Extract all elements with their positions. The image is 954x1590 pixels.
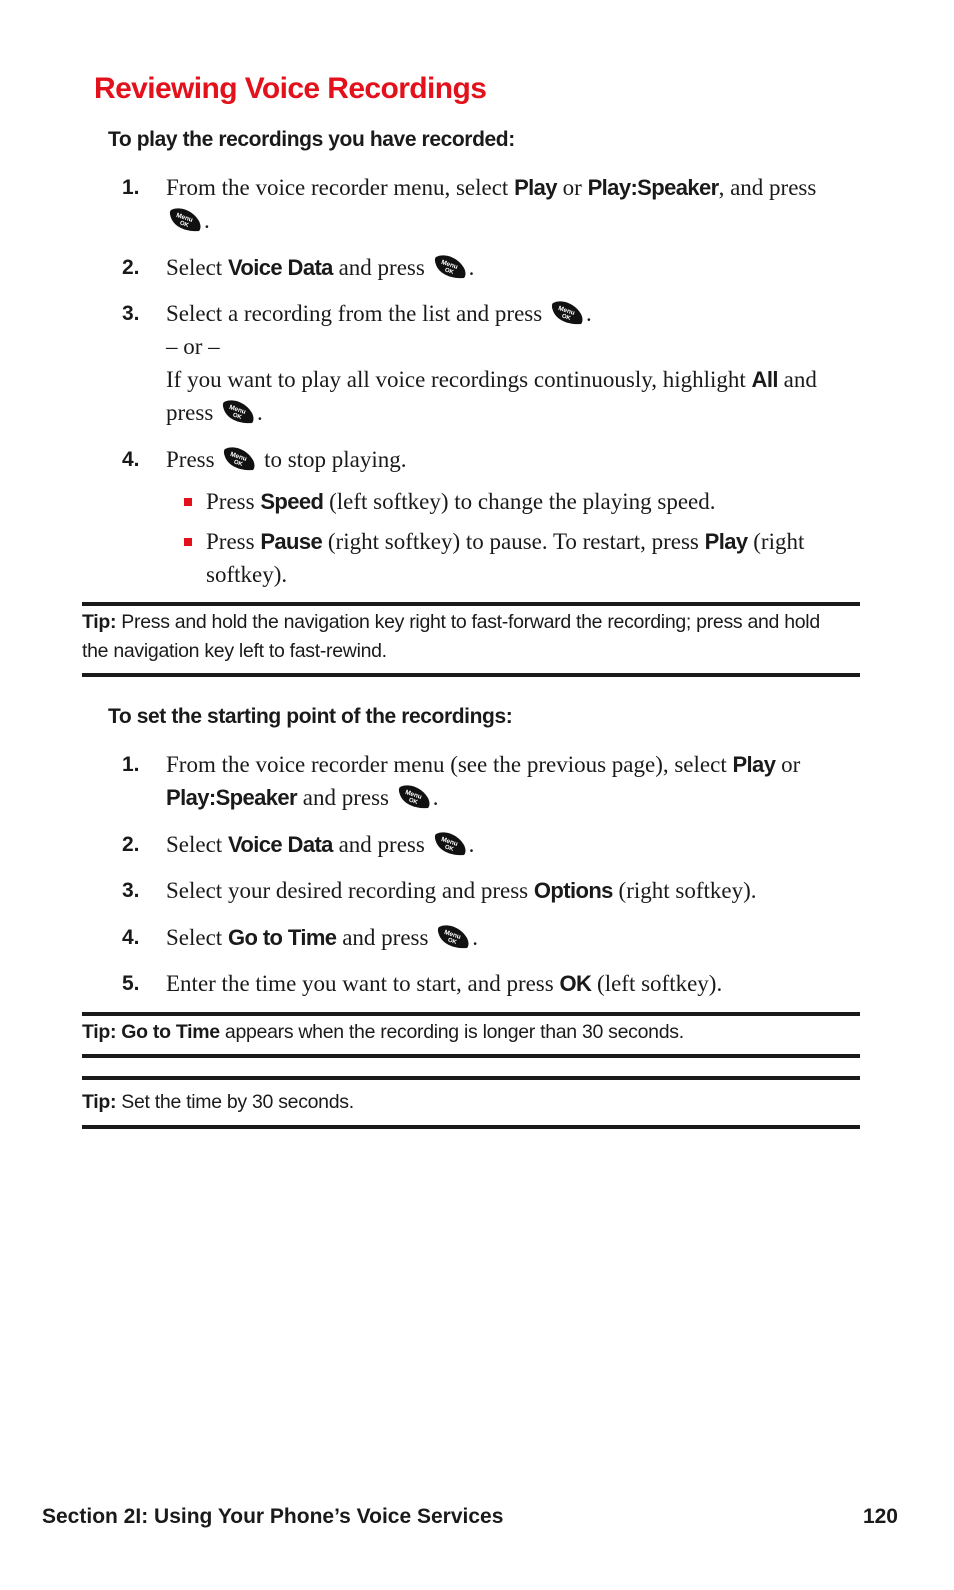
tip-text: Press and hold the navigation key right to fast-forward the recording; press and hold the navigation key left to fast-rewind. xyxy=(82,611,820,662)
tip-bottom-rule xyxy=(82,673,860,677)
step-number: 4. xyxy=(122,926,140,949)
menu-ok-key-icon xyxy=(436,924,470,950)
tip-label: Tip: xyxy=(82,1091,117,1113)
section1-subhead: To play the recordings you have recorded: xyxy=(108,128,515,151)
menu-ok-key-icon xyxy=(168,207,202,233)
section2-subhead: To set the starting point of the recordings: xyxy=(108,705,513,728)
step-text: From the voice recorder menu (see the previous page), select Play or Play:Speaker and press . xyxy=(166,752,801,810)
menu-ok-key-icon xyxy=(222,446,256,472)
step-text: Select your desired recording and press Options (right softkey). xyxy=(166,878,757,903)
tip-text: appears when the recording is longer than 30 seconds. xyxy=(219,1021,684,1043)
page-title: Reviewing Voice Recordings xyxy=(94,72,487,105)
menu-ok-key-icon xyxy=(433,254,467,280)
tip-label: Tip: xyxy=(82,611,117,633)
tip-label: Tip: xyxy=(82,1021,117,1043)
step-number: 3. xyxy=(122,879,140,902)
step-text: From the voice recorder menu, select Play or Play:Speaker, and press . xyxy=(166,175,817,233)
step-text: Select Voice Data and press . xyxy=(166,255,475,280)
menu-ok-key-icon xyxy=(221,399,255,425)
step-number: 2. xyxy=(122,833,140,856)
or-separator: – or – xyxy=(166,334,220,359)
tip-keyword: Go to Time xyxy=(116,1021,220,1043)
red-square-bullet xyxy=(184,538,192,546)
tip-top-rule xyxy=(82,1012,860,1016)
tip-text: Set the time by 30 seconds. xyxy=(116,1091,354,1113)
tip-box xyxy=(82,1018,842,1047)
footer-section-title: Section 2I: Using Your Phone’s Voice Services xyxy=(42,1505,504,1528)
menu-ok-key-icon xyxy=(550,300,584,326)
step-text: Press to stop playing. xyxy=(166,447,407,472)
tip-bottom-rule xyxy=(82,1125,860,1129)
step-number: 4. xyxy=(122,448,140,471)
step-number: 3. xyxy=(122,302,140,325)
step-text: Select a recording from the list and press . – or – If you want to play all voice recordings continuously, highlight All and press . xyxy=(166,301,817,425)
tip-bottom-rule xyxy=(82,1054,860,1058)
step-number: 1. xyxy=(122,753,140,776)
step-number: 5. xyxy=(122,972,140,995)
red-square-bullet xyxy=(184,498,192,506)
step-text: Enter the time you want to start, and press OK (left softkey). xyxy=(166,971,723,996)
footer-page-number: 120 xyxy=(862,1505,898,1528)
step-text: Select Go to Time and press . xyxy=(166,925,478,950)
step-number: 1. xyxy=(122,176,140,199)
step-number: 2. xyxy=(122,256,140,279)
step-text: Select Voice Data and press . xyxy=(166,832,475,857)
tip-top-rule xyxy=(82,602,860,606)
tip-box xyxy=(82,1088,842,1117)
menu-ok-key-icon xyxy=(397,784,431,810)
tip-top-rule xyxy=(82,1076,860,1080)
menu-ok-key-icon xyxy=(433,831,467,857)
tip-box xyxy=(82,608,842,666)
